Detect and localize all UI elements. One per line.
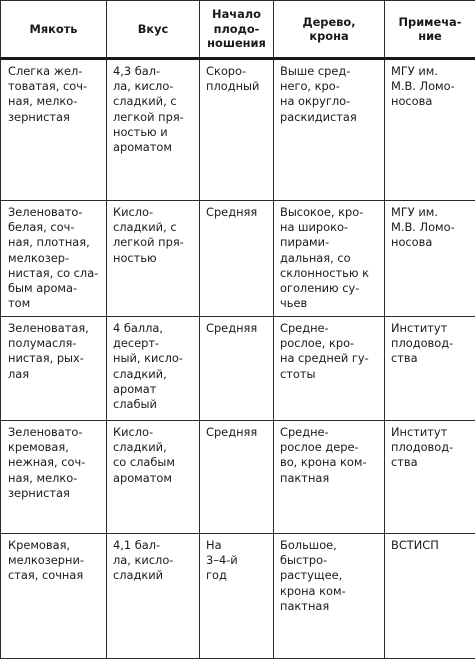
cell-tree-crown: Большое, быстро- растущее, крона ком- пактная bbox=[274, 534, 385, 659]
cell-pulp: Слегка жел- товатая, соч- ная, мелко- зернистая bbox=[1, 59, 107, 201]
cell-fruiting-start: Средняя bbox=[200, 421, 274, 534]
cell-taste: Кисло- сладкий, с легкой пря- ностью bbox=[107, 201, 200, 317]
cell-tree-crown: Средне- рослое дере- во, крона ком- пактная bbox=[274, 421, 385, 534]
header-tree-crown: Дерево, крона bbox=[274, 1, 385, 59]
cell-pulp: Зеленоватая, полумасля- нистая, рых- лая bbox=[1, 317, 107, 421]
table-row bbox=[1, 421, 475, 534]
cell-tree-crown: Высокое, кро- на широко- пирами- дальная, со склонностью к оголению су- чьев bbox=[274, 201, 385, 317]
cell-note: Институт плодовод- ства bbox=[385, 421, 475, 534]
cell-note: ВСТИСП bbox=[385, 534, 475, 659]
cell-fruiting-start: Средняя bbox=[200, 317, 274, 421]
cell-tree-crown: Средне- рослое, кро- на средней гу- стоты bbox=[274, 317, 385, 421]
cell-fruiting-start: Средняя bbox=[200, 201, 274, 317]
header-note: Примеча- ние bbox=[385, 1, 475, 59]
cell-tree-crown: Выше сред- него, кро- на округло- раскидистая bbox=[274, 59, 385, 201]
cell-taste: 4,1 бал- ла, кисло- сладкий bbox=[107, 534, 200, 659]
table-row bbox=[1, 59, 475, 201]
header-taste: Вкус bbox=[107, 1, 200, 59]
table-header-row bbox=[1, 1, 475, 59]
cell-note: МГУ им. М.В. Ломо- носова bbox=[385, 201, 475, 317]
table-row bbox=[1, 201, 475, 317]
cell-note: МГУ им. М.В. Ломо- носова bbox=[385, 59, 475, 201]
cell-fruiting-start: Скоро- плодный bbox=[200, 59, 274, 201]
cell-note: Институт плодовод- ства bbox=[385, 317, 475, 421]
cell-taste: Кисло- сладкий, со слабым ароматом bbox=[107, 421, 200, 534]
cell-fruiting-start: На 3–4-й год bbox=[200, 534, 274, 659]
header-pulp: Мякоть bbox=[1, 1, 107, 59]
table-row bbox=[1, 317, 475, 421]
table-row bbox=[1, 534, 475, 659]
cell-pulp: Зеленовато- белая, соч- ная, плотная, мелкозер- нистая, со сла- бым арома- том bbox=[1, 201, 107, 317]
cell-pulp: Зеленовато- кремовая, нежная, соч- ная, мелко- зернистая bbox=[1, 421, 107, 534]
cell-taste: 4 балла, десерт- ный, кисло- сладкий, аромат слабый bbox=[107, 317, 200, 421]
cell-taste: 4,3 бал- ла, кисло- сладкий, с легкой пря- ностью и ароматом bbox=[107, 59, 200, 201]
header-fruiting-start: Начало плодо- ношения bbox=[200, 1, 274, 59]
cell-pulp: Кремовая, мелкозерни- стая, сочная bbox=[1, 534, 107, 659]
